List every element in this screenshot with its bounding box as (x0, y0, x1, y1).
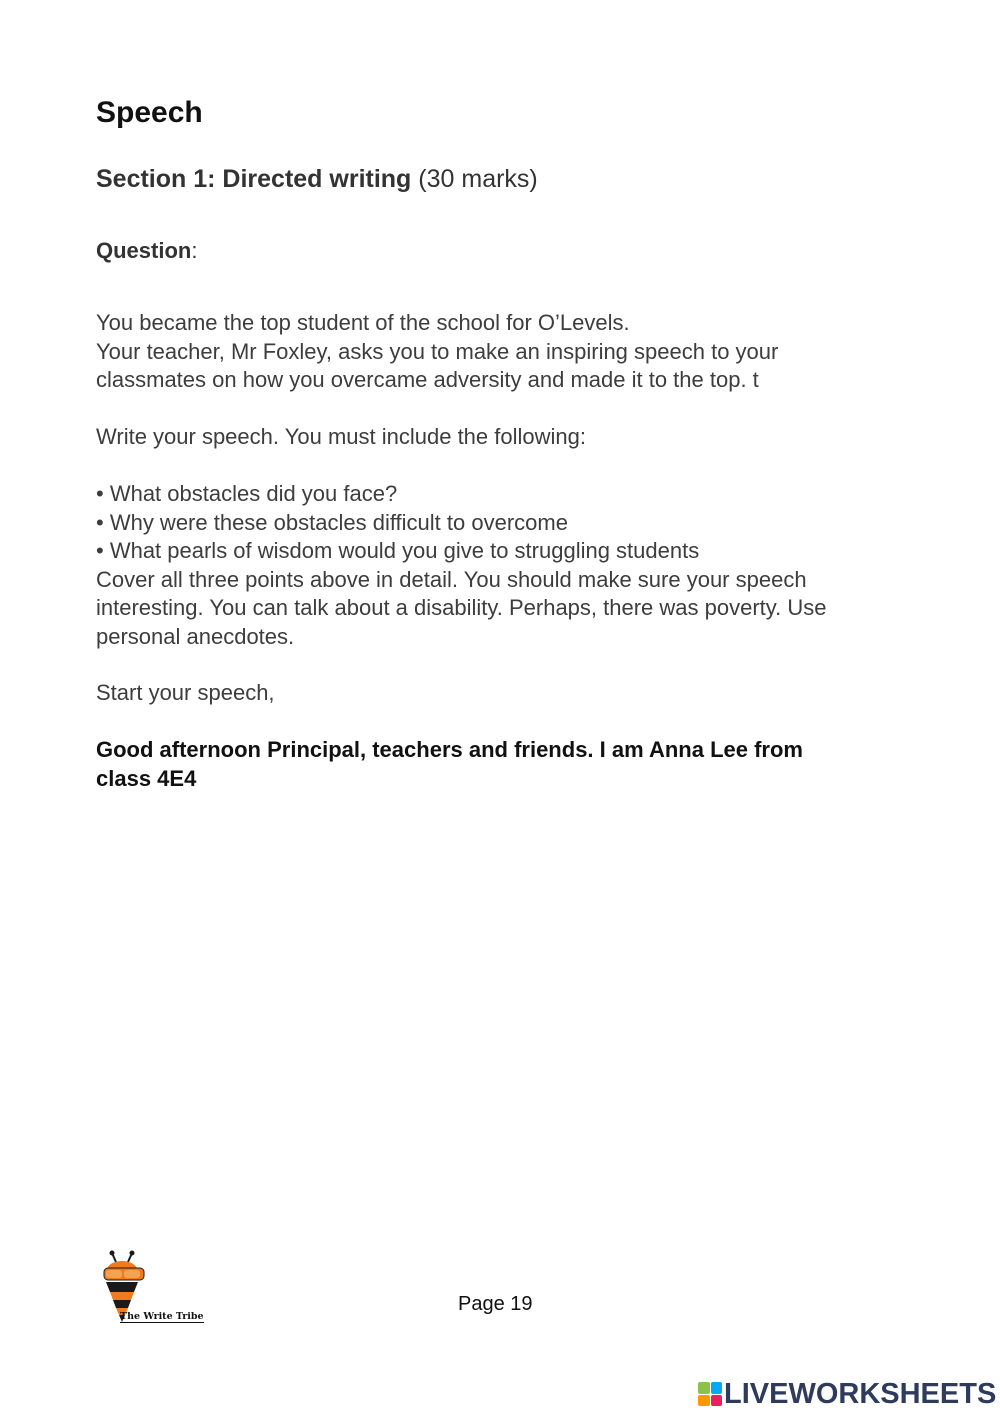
opening-line: Good afternoon Principal, teachers and friends. I am Anna Lee from class 4E4 (96, 737, 803, 791)
list-item: • What pearls of wisdom would you give to struggling students (96, 538, 700, 564)
start-prompt: Start your speech, (96, 680, 275, 705)
intro-paragraph (96, 309, 916, 395)
list-item: • What obstacles did you face? (96, 481, 398, 506)
details-line: personal anecdotes. (96, 623, 295, 649)
intro-line: Your teacher, Mr Foxley, asks you to make an inspiring speech to your (96, 338, 779, 364)
liveworksheets-watermark (698, 1377, 996, 1411)
intro-line: classmates on how you overcame adversity and made it to the top. t (96, 367, 759, 393)
question-label: Question (96, 238, 192, 263)
page-number: Page 19 (458, 1293, 533, 1315)
details-line: interesting. You can talk about a disability. Perhaps, there was poverty. Use (96, 595, 827, 621)
section-heading (96, 165, 538, 194)
question-heading: Question: (96, 238, 198, 263)
list-item: • Why were these obstacles difficult to overcome (96, 509, 568, 535)
liveworksheets-logo-icon (698, 1382, 722, 1406)
watermark-text: LIVEWORKSHEETS (724, 1377, 997, 1410)
section-marks: (30 marks) (418, 165, 538, 193)
requirements-list (96, 480, 916, 652)
section-label: Section 1: Directed writing (96, 165, 412, 193)
details-line: Cover all three points above in detail. You should make sure your speech (96, 566, 807, 592)
page-title: Speech (96, 96, 203, 129)
logo-caption: The Write Tribe (120, 1311, 204, 1322)
intro-line: You became the top student of the school for O’Levels. (96, 310, 630, 335)
instruction-text: Write your speech. You must include the following: (96, 424, 586, 449)
